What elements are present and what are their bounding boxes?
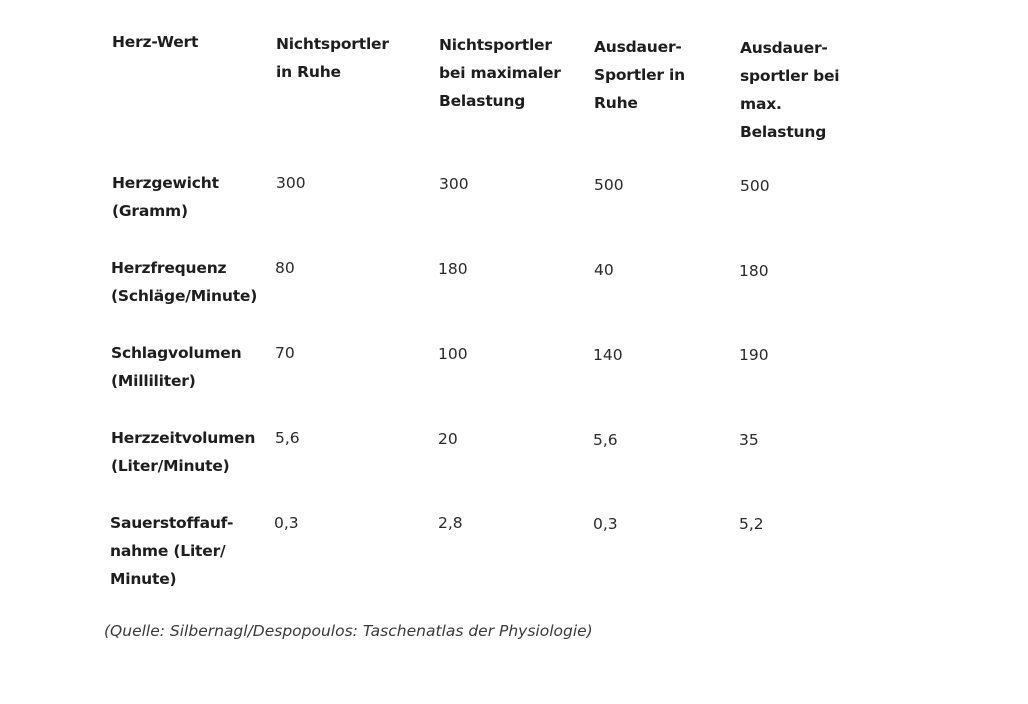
header-nichtsportler-ruhe: Nichtsportler in Ruhe bbox=[276, 35, 389, 81]
table-cell: 300 bbox=[439, 175, 469, 193]
table-cell: 5,6 bbox=[275, 429, 300, 447]
table-cell: 35 bbox=[739, 431, 759, 449]
row-label-schlagvolumen: Schlagvolumen (Milliliter) bbox=[111, 344, 242, 390]
table-cell: 0,3 bbox=[593, 515, 618, 533]
table-cell: 2,8 bbox=[438, 514, 463, 532]
table-cell: 20 bbox=[438, 430, 458, 448]
table-cell: 190 bbox=[739, 346, 769, 364]
table-cell: 5,2 bbox=[739, 515, 764, 533]
header-ausdauer-belastung: Ausdauer- sportler bei max. Belastung bbox=[740, 39, 840, 141]
source-citation: (Quelle: Silbernagl/Despopoulos: Taschenatlas der Physiologie) bbox=[104, 622, 593, 640]
table-cell: 300 bbox=[276, 174, 306, 192]
table-cell: 500 bbox=[740, 177, 770, 195]
row-label-herzgewicht: Herzgewicht (Gramm) bbox=[112, 174, 219, 220]
table-cell: 500 bbox=[594, 176, 624, 194]
table-cell: 140 bbox=[593, 346, 623, 364]
row-label-herzzeitvolumen: Herzzeitvolumen (Liter/Minute) bbox=[111, 429, 256, 475]
table-cell: 180 bbox=[438, 260, 468, 278]
row-label-herzfrequenz: Herzfrequenz (Schläge/Minute) bbox=[111, 259, 258, 305]
table-cell: 70 bbox=[275, 344, 295, 362]
table-cell: 0,3 bbox=[274, 514, 299, 532]
row-label-sauerstoffaufnahme: Sauerstoffauf- nahme (Liter/ Minute) bbox=[110, 514, 234, 588]
table-cell: 40 bbox=[594, 261, 614, 279]
table-cell: 5,6 bbox=[593, 431, 618, 449]
header-herz-wert: Herz-Wert bbox=[112, 33, 199, 51]
table-cell: 100 bbox=[438, 345, 468, 363]
header-ausdauer-ruhe: Ausdauer- Sportler in Ruhe bbox=[594, 38, 685, 112]
table-cell: 180 bbox=[739, 262, 769, 280]
header-nichtsportler-belastung: Nichtsportler bei maximaler Belastung bbox=[439, 36, 561, 110]
table-cell: 80 bbox=[275, 259, 295, 277]
